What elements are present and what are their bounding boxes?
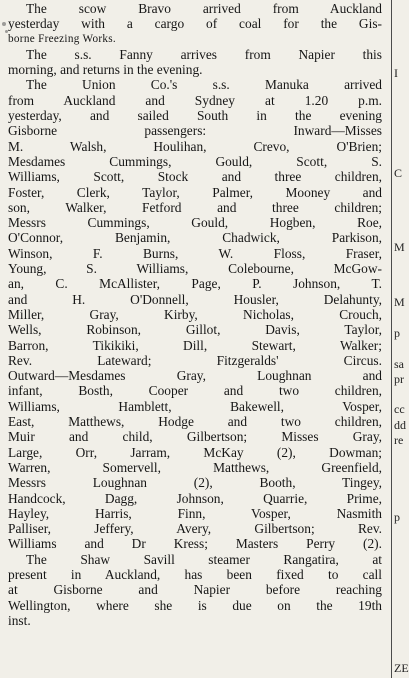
article-line: Gisborne passengers: Inward—Misses: [8, 123, 382, 139]
article-line: East, Matthews, Hodge and two children,: [8, 414, 382, 430]
article-line: present in Auckland, has been fixed to call: [8, 566, 382, 582]
article-line: Muir and child, Gilbertson; Misses Gray,: [8, 429, 382, 445]
article-line: The scow Bravo arrived from Auckland: [26, 1, 382, 16]
article-line: The Union Co.'s s.s. Manuka arrived: [26, 77, 382, 93]
article-line: Hayley, Harris, Finn, Vosper, Nasmith: [8, 505, 382, 521]
adjacent-column-fragment: p: [394, 326, 400, 340]
ink-speck: [5, 30, 8, 33]
column-rule: [391, 0, 392, 678]
article-line: Foster, Clerk, Taylor, Palmer, Mooney and: [8, 184, 382, 200]
adjacent-column-fragment: C: [394, 166, 403, 180]
article-line: Large, Orr, Jarram, McKay (2), Dowman;: [8, 444, 382, 460]
article-line: Rev. Lateward; Fitzgeralds' Circus.: [8, 352, 382, 368]
article-line: Williams, Scott, Stock and three children,: [8, 169, 382, 185]
adjacent-column-fragment: dd: [394, 418, 406, 432]
adjacent-column-fragment: ZE: [394, 661, 409, 675]
article-line: Handcock, Dagg, Johnson, Quarrie, Prime,: [8, 490, 382, 506]
article-line: Messrs Cummings, Gould, Hogben, Roe,: [8, 215, 382, 231]
article-line: Miller, Gray, Kirby, Nicholas, Crouch,: [8, 306, 382, 322]
article-line: and H. O'Donnell, Housler, Delahunty,: [8, 291, 382, 307]
adjacent-column-fragment: re: [394, 433, 404, 447]
adjacent-column-fragment: I: [394, 66, 398, 80]
article-line: Messrs Loughnan (2), Booth, Tingey,: [8, 475, 382, 491]
article-line: Williams and Dr Kress; Masters Perry (2).: [8, 536, 382, 552]
article-line: Warren, Somervell, Matthews, Greenfield,: [8, 459, 382, 475]
article-line: an, C. McAllister, Page, P. Johnson, T.: [8, 276, 382, 292]
article-column: [8, 1, 382, 628]
article-line: son, Walker, Fetford and three children;: [8, 199, 382, 215]
article-line: O'Connor, Benjamin, Chadwick, Parkison,: [8, 230, 382, 246]
adjacent-column-fragment: sa: [394, 357, 404, 371]
article-line: Barron, Tikikiki, Dill, Stewart, Walker;: [8, 337, 382, 353]
article-line: borne Freezing Works.: [8, 32, 117, 45]
adjacent-column-fragment: M: [394, 240, 405, 254]
article-line: Mesdames Cummings, Gould, Scott, S.: [8, 153, 382, 169]
adjacent-column-fragment: p: [394, 510, 400, 524]
article-line: Wells, Robinson, Gillot, Davis, Taylor,: [8, 322, 382, 338]
article-line: from Auckland and Sydney at 1.20 p.m.: [8, 92, 382, 108]
article-line: Young, S. Williams, Colebourne, McGow-: [8, 261, 382, 277]
adjacent-column-fragment: pr: [394, 372, 404, 386]
article-line: yesterday with a cargo of coal for the Gis-: [8, 16, 382, 32]
adjacent-column-fragment: cc: [394, 402, 405, 416]
article-line: infant, Bosth, Cooper and two children,: [8, 383, 382, 399]
article-line: at Gisborne and Napier before reaching: [8, 582, 382, 598]
article-line: The s.s. Fanny arrives from Napier this: [26, 46, 382, 62]
article-line: Palliser, Jeffery, Avery, Gilbertson; Rev.: [8, 521, 382, 537]
article-line: M. Walsh, Houlihan, Crevo, O'Brien;: [8, 138, 382, 154]
article-line: Outward—Mesdames Gray, Loughnan and: [8, 368, 382, 384]
article-line: inst.: [8, 612, 31, 628]
ink-speck: [2, 22, 6, 26]
article-line: Williams, Hamblett, Bakewell, Vosper,: [8, 398, 382, 414]
article-line: Winson, F. Burns, W. Floss, Fraser,: [8, 245, 382, 261]
article-line: yesterday, and sailed South in the evening: [8, 108, 382, 124]
adjacent-column-fragment: M: [394, 295, 405, 309]
article-line: morning, and returns in the evening.: [8, 62, 203, 78]
article-line: Wellington, where she is due on the 19th: [8, 597, 382, 613]
article-line: The Shaw Savill steamer Rangatira, at: [26, 551, 382, 567]
